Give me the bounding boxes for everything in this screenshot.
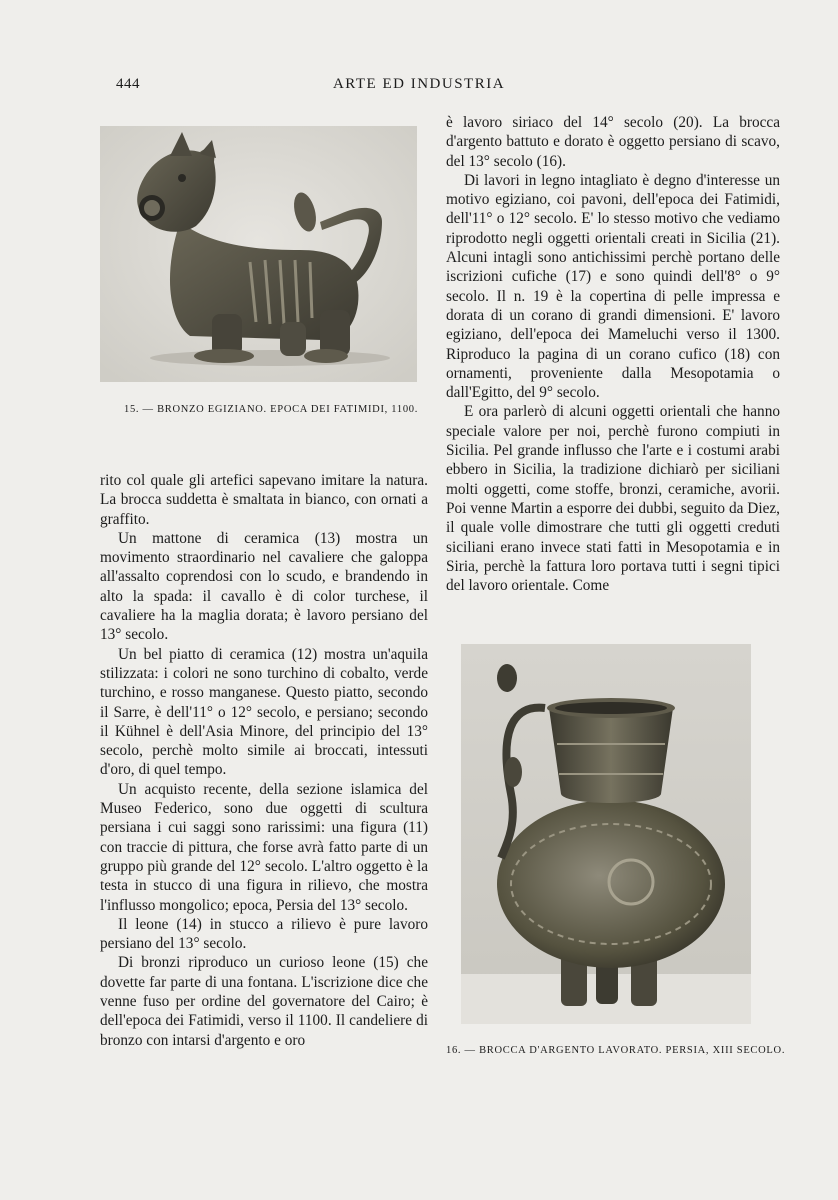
figure-16-photo (461, 644, 751, 1024)
paragraph: Di bronzi riproduco un curioso leone (15) che dovette far parte di una fontana. L'iscrizione dice che venne fuso per ordine del governatore del Cairo; è dell'epoca dei Fatimidi, verso il 1100. Il candeliere di bronzo con intarsi d'argento e oro (100, 954, 428, 1049)
figure-16-caption: 16. — BROCCA D'ARGENTO LAVORATO. PERSIA, XIII SECOLO. (446, 1045, 786, 1056)
figure-15-caption: 15. — BRONZO EGIZIANO. EPOCA DEI FATIMIDI, 1100. (124, 404, 419, 415)
paragraph: Il leone (14) in stucco a rilievo è pure lavoro persiano del 13° secolo. (100, 915, 428, 953)
bronze-lion-illustration (100, 126, 417, 382)
silver-jug-illustration (461, 644, 751, 1024)
right-column-text (446, 113, 780, 595)
running-title: ARTE ED INDUSTRIA (332, 76, 506, 92)
paragraph: Un acquisto recente, della sezione islamica del Museo Federico, sono due oggetti di scultura persiana i cui saggi sono rarissimi: una figura (11) con traccie di pittura, che forse avrà fatto parte di un gruppo più grande del 12° secolo. L'altro oggetto è la testa in stucco di una figura in rilievo, che mostra l'influsso mongolico; epoca, Persia del 13° secolo. (100, 780, 428, 914)
paragraph: Un mattone di ceramica (13) mostra un movimento straordinario nel cavaliere che galoppa all'assalto coprendosi con lo scudo, e brandendo in alto la spada: il cavallo è di color turchese, il cavaliere ha la maglia dorata; è lavoro persiano del 13° secolo. (100, 529, 428, 644)
paragraph: E ora parlerò di alcuni oggetti orientali che hanno speciale valore per noi, perchè furono compiuti in Sicilia. Pel grande influsso che l'arte e i costumi arabi ebbero in Sicilia, la tradizione dichiarò per siciliani molti oggetti, come stoffe, bronzi, ceramiche, avorii. Poi venne Martin a esporre dei dubbi, seguito da Diez, il quale volle dimostrare che tutti gli oggetti creduti siciliani erano invece stati fatti in Mesopotamia e in Siria, perchè la fattura loro portava tutti i segni tipici del lavoro orientale. Come (446, 403, 780, 595)
paragraph: rito col quale gli artefici sapevano imitare la natura. La brocca suddetta è smaltata in bianco, con ornati a graffito. (100, 472, 428, 528)
figure-15-photo (100, 126, 417, 382)
paragraph: Di lavori in legno intagliato è degno d'interesse un motivo egiziano, coi pavoni, dell'epoca dei Fatimidi, dell'11° o 12° secolo. E' lo stesso motivo che vediamo riprodotto negli oggetti orientali creati in Sicilia (21). Alcuni intagli sono antichissimi perchè portano delle iscrizioni cufiche (17) e sono quindi dell'8° o 9° secolo. Il n. 19 è la copertina di pelle impressa e dorata di un corano di grandi dimensioni. E' lavoro egiziano, dell'epoca dei Mameluchi verso il 1300. Riproduco la pagina di un corano cufico (18) con ornamenti, proveniente dalla Mesopotamia o dall'Egitto, del 9° secolo. (446, 171, 780, 402)
left-column-text (100, 471, 428, 1050)
paragraph: Un bel piatto di ceramica (12) mostra un'aquila stilizzata: i colori ne sono turchino di cobalto, verde turchino, e rosso manganese. Questo piatto, secondo il Sarre, è dell'11° o 12° secolo, e persiano; secondo il Kühnel è dell'Asia Minore, del principio del 13° secolo, perchè molto simile ai broccati, intessuti d'oro, di quel tempo. (100, 645, 428, 779)
page-number: 444 (116, 76, 140, 92)
paragraph: è lavoro siriaco del 14° secolo (20). La brocca d'argento battuto e dorato è oggetto persiano di scavo, del 13° secolo (16). (446, 114, 780, 170)
